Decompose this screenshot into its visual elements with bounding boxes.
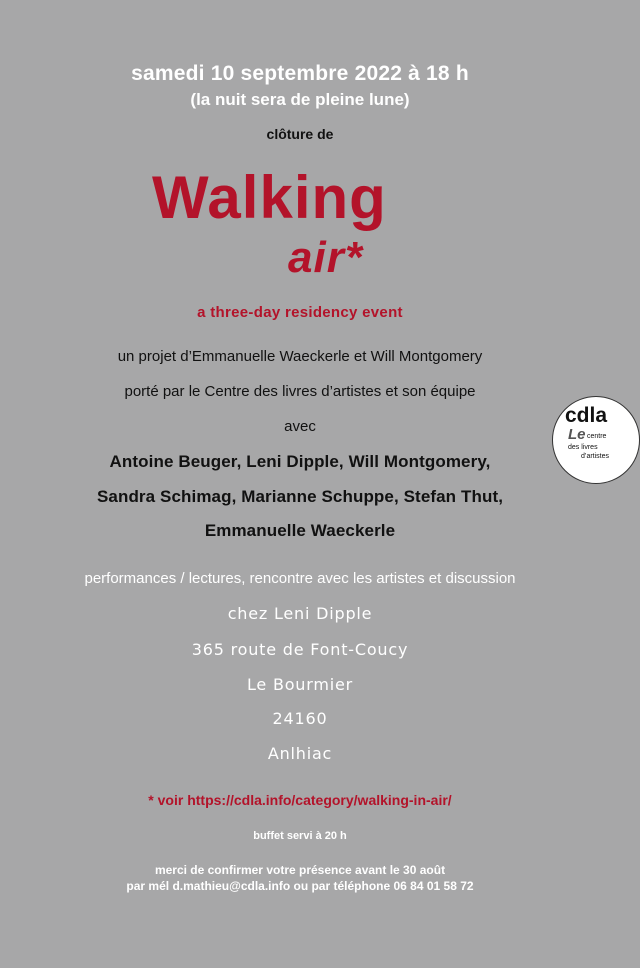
address-host: chez Leni Dipple [227,604,373,623]
website-link[interactable]: * voir https://cdla.info/category/walking-in-air/ [148,792,452,808]
event-subtitle: a three-day residency event [197,304,403,321]
cdla-logo-small-3: d’artistes [581,453,610,460]
program-description: performances / lectures, rencontre avec les artistes et discussion [84,570,516,587]
project-support: porté par le Centre des livres d’artistes et son équipe [124,383,476,400]
event-title-air: air* [288,233,363,282]
buffet-note: buffet servi à 20 h [253,830,347,842]
cdla-logo-small-2: des livres [568,444,598,451]
address-place: Le Bourmier [246,675,354,694]
address-postcode: 24160 [272,709,328,728]
artists-line-3: Emmanuelle Waeckerle [204,521,396,540]
cdla-logo-small-1: centre [587,433,607,440]
cloture-label: clôture de [266,126,334,142]
event-title-walking: Walking [152,164,387,231]
cdla-logo-le: Le [568,426,586,443]
artists-line-1: Antoine Beuger, Leni Dipple, Will Montgomery, [109,452,491,471]
artists-line-2: Sandra Schimag, Marianne Schuppe, Stefan Thut, [96,487,504,506]
avec-label: avec [284,418,316,435]
address-street: 365 route de Font-Coucy [191,640,409,659]
rsvp-line-1: merci de confirmer votre présence avant le 30 août [154,863,446,877]
moon-note: (la nuit sera de pleine lune) [190,90,410,109]
cdla-logo [552,396,640,484]
cdla-logo-text: cdla [565,404,608,427]
project-credit: un projet d’Emmanuelle Waeckerle et Will Montgomery [117,348,483,365]
event-date: samedi 10 septembre 2022 à 18 h [131,62,469,85]
rsvp-line-2: par mél d.mathieu@cdla.info ou par téléphone 06 84 01 58 72 [126,879,474,893]
address-town: Anlhiac [267,744,333,763]
